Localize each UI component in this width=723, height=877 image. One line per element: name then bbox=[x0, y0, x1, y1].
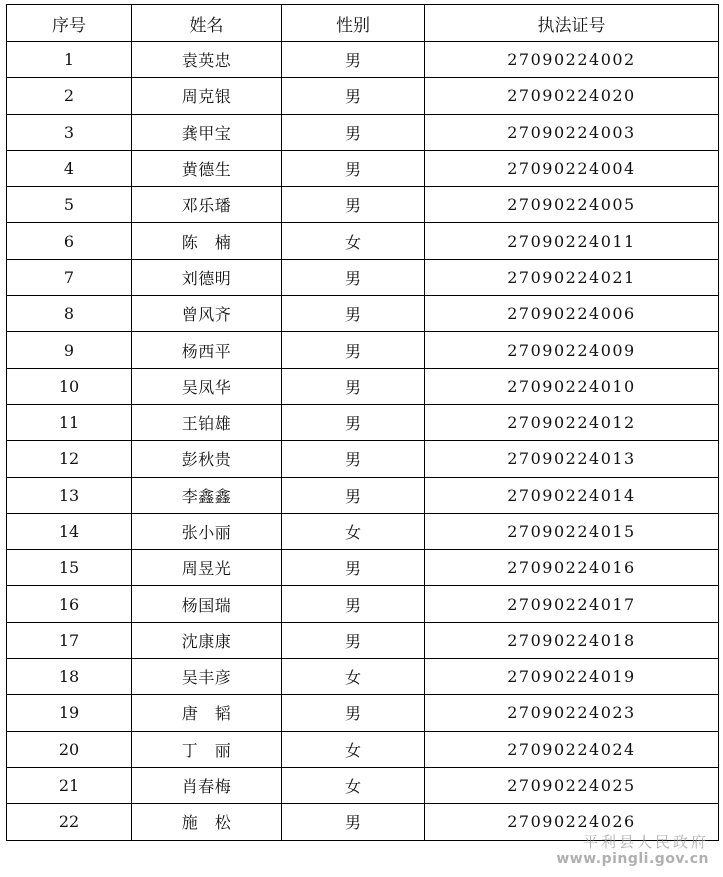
cell-serial-number: 8 bbox=[7, 296, 132, 332]
header-name: 姓名 bbox=[132, 5, 282, 42]
cell-serial-number: 18 bbox=[7, 659, 132, 695]
cell-gender: 男 bbox=[282, 441, 425, 477]
cell-gender: 男 bbox=[282, 586, 425, 622]
cell-serial-number: 19 bbox=[7, 695, 132, 731]
cell-name: 李鑫鑫 bbox=[132, 477, 282, 513]
table-row bbox=[7, 695, 719, 731]
cell-name: 吴凤华 bbox=[132, 368, 282, 404]
cell-name: 刘德明 bbox=[132, 259, 282, 295]
roster-body bbox=[7, 42, 719, 841]
site-watermark bbox=[556, 834, 709, 867]
header-serial-number: 序号 bbox=[7, 5, 132, 42]
cell-certificate-number: 27090224019 bbox=[425, 659, 719, 695]
header-gender: 性别 bbox=[282, 5, 425, 42]
table-row bbox=[7, 659, 719, 695]
cell-gender: 女 bbox=[282, 223, 425, 259]
table-row bbox=[7, 78, 719, 114]
cell-name: 张小丽 bbox=[132, 513, 282, 549]
cell-certificate-number: 27090224005 bbox=[425, 187, 719, 223]
table-row bbox=[7, 477, 719, 513]
table-row bbox=[7, 187, 719, 223]
table-row bbox=[7, 368, 719, 404]
cell-certificate-number: 27090224017 bbox=[425, 586, 719, 622]
cell-name: 杨国瑞 bbox=[132, 586, 282, 622]
table-row bbox=[7, 259, 719, 295]
table-row bbox=[7, 767, 719, 803]
roster-table bbox=[6, 4, 719, 841]
cell-serial-number: 4 bbox=[7, 150, 132, 186]
cell-gender: 男 bbox=[282, 550, 425, 586]
cell-gender: 男 bbox=[282, 78, 425, 114]
table-row bbox=[7, 622, 719, 658]
cell-name: 吴丰彦 bbox=[132, 659, 282, 695]
cell-name: 周昱光 bbox=[132, 550, 282, 586]
cell-gender: 男 bbox=[282, 804, 425, 840]
cell-gender: 男 bbox=[282, 368, 425, 404]
cell-gender: 男 bbox=[282, 404, 425, 440]
cell-name: 彭秋贵 bbox=[132, 441, 282, 477]
cell-serial-number: 3 bbox=[7, 114, 132, 150]
table-row bbox=[7, 441, 719, 477]
cell-name: 周克银 bbox=[132, 78, 282, 114]
cell-serial-number: 1 bbox=[7, 42, 132, 78]
cell-name: 黄德生 bbox=[132, 150, 282, 186]
cell-certificate-number: 27090224025 bbox=[425, 767, 719, 803]
cell-gender: 男 bbox=[282, 187, 425, 223]
cell-certificate-number: 27090224023 bbox=[425, 695, 719, 731]
cell-gender: 男 bbox=[282, 695, 425, 731]
cell-certificate-number: 27090224010 bbox=[425, 368, 719, 404]
cell-gender: 女 bbox=[282, 513, 425, 549]
table-row bbox=[7, 586, 719, 622]
cell-certificate-number: 27090224014 bbox=[425, 477, 719, 513]
cell-certificate-number: 27090224002 bbox=[425, 42, 719, 78]
cell-serial-number: 17 bbox=[7, 622, 132, 658]
cell-certificate-number: 27090224012 bbox=[425, 404, 719, 440]
cell-name: 陈 楠 bbox=[132, 223, 282, 259]
cell-gender: 男 bbox=[282, 114, 425, 150]
table-row bbox=[7, 404, 719, 440]
cell-gender: 男 bbox=[282, 477, 425, 513]
cell-certificate-number: 27090224021 bbox=[425, 259, 719, 295]
cell-certificate-number: 27090224018 bbox=[425, 622, 719, 658]
cell-certificate-number: 27090224026 bbox=[425, 804, 719, 840]
table-row bbox=[7, 332, 719, 368]
cell-gender: 女 bbox=[282, 767, 425, 803]
cell-name: 施 松 bbox=[132, 804, 282, 840]
table-row bbox=[7, 513, 719, 549]
cell-serial-number: 12 bbox=[7, 441, 132, 477]
cell-gender: 男 bbox=[282, 259, 425, 295]
header-certificate-number: 执法证号 bbox=[425, 5, 719, 42]
cell-name: 王铂雄 bbox=[132, 404, 282, 440]
cell-certificate-number: 27090224009 bbox=[425, 332, 719, 368]
cell-certificate-number: 27090224013 bbox=[425, 441, 719, 477]
cell-name: 沈康康 bbox=[132, 622, 282, 658]
cell-certificate-number: 27090224011 bbox=[425, 223, 719, 259]
table-row bbox=[7, 150, 719, 186]
cell-certificate-number: 27090224024 bbox=[425, 731, 719, 767]
cell-certificate-number: 27090224020 bbox=[425, 78, 719, 114]
cell-serial-number: 9 bbox=[7, 332, 132, 368]
cell-name: 袁英忠 bbox=[132, 42, 282, 78]
cell-serial-number: 22 bbox=[7, 804, 132, 840]
cell-name: 曾风齐 bbox=[132, 296, 282, 332]
table-row bbox=[7, 114, 719, 150]
cell-gender: 男 bbox=[282, 622, 425, 658]
cell-gender: 男 bbox=[282, 150, 425, 186]
cell-name: 龚甲宝 bbox=[132, 114, 282, 150]
watermark-url: www.pingli.gov.cn bbox=[556, 850, 709, 867]
cell-name: 丁 丽 bbox=[132, 731, 282, 767]
table-row bbox=[7, 296, 719, 332]
cell-serial-number: 7 bbox=[7, 259, 132, 295]
table-header-row bbox=[7, 5, 719, 42]
cell-serial-number: 14 bbox=[7, 513, 132, 549]
cell-gender: 男 bbox=[282, 296, 425, 332]
table-row bbox=[7, 731, 719, 767]
table-row bbox=[7, 42, 719, 78]
cell-serial-number: 13 bbox=[7, 477, 132, 513]
cell-name: 唐 韬 bbox=[132, 695, 282, 731]
cell-certificate-number: 27090224015 bbox=[425, 513, 719, 549]
watermark-site-name: 平利县人民政府 bbox=[582, 832, 709, 851]
table-row bbox=[7, 550, 719, 586]
cell-gender: 男 bbox=[282, 42, 425, 78]
cell-serial-number: 20 bbox=[7, 731, 132, 767]
table-row bbox=[7, 223, 719, 259]
cell-certificate-number: 27090224006 bbox=[425, 296, 719, 332]
cell-serial-number: 21 bbox=[7, 767, 132, 803]
cell-serial-number: 2 bbox=[7, 78, 132, 114]
cell-serial-number: 16 bbox=[7, 586, 132, 622]
cell-name: 肖春梅 bbox=[132, 767, 282, 803]
cell-serial-number: 5 bbox=[7, 187, 132, 223]
cell-serial-number: 11 bbox=[7, 404, 132, 440]
cell-name: 杨西平 bbox=[132, 332, 282, 368]
cell-serial-number: 15 bbox=[7, 550, 132, 586]
cell-name: 邓乐璠 bbox=[132, 187, 282, 223]
cell-serial-number: 6 bbox=[7, 223, 132, 259]
cell-certificate-number: 27090224016 bbox=[425, 550, 719, 586]
cell-gender: 女 bbox=[282, 731, 425, 767]
cell-certificate-number: 27090224003 bbox=[425, 114, 719, 150]
cell-certificate-number: 27090224004 bbox=[425, 150, 719, 186]
cell-serial-number: 10 bbox=[7, 368, 132, 404]
cell-gender: 女 bbox=[282, 659, 425, 695]
cell-gender: 男 bbox=[282, 332, 425, 368]
